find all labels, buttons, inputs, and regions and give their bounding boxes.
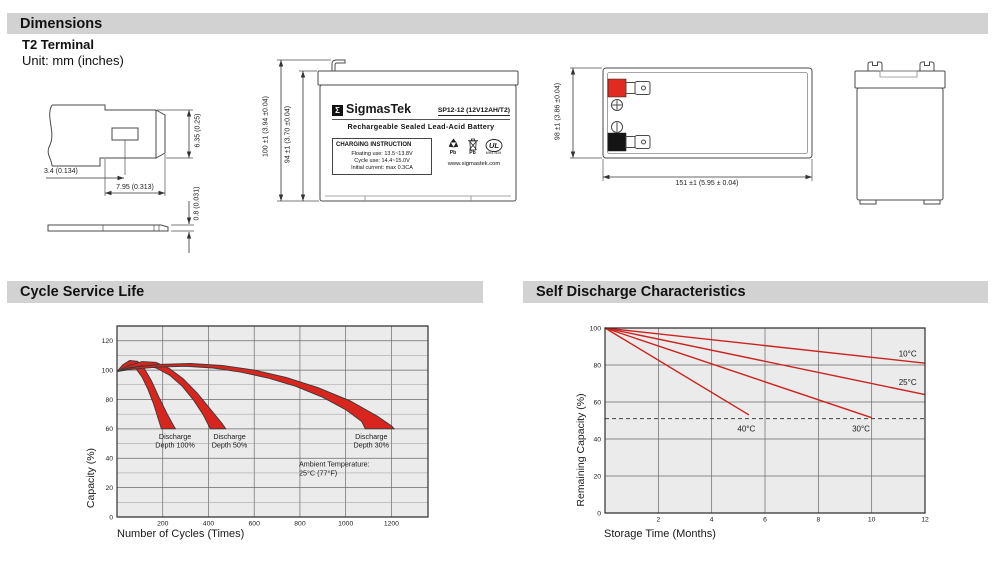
label-brand-row — [332, 103, 510, 116]
trash-pb-icon — [467, 138, 479, 151]
side-terminal-left — [868, 62, 882, 71]
terminal-tab-face — [156, 110, 165, 158]
recycle-pb-icon — [446, 138, 461, 151]
dim-hole-offset: 3.4 (0.134) — [44, 168, 78, 175]
battery-top-view — [550, 60, 840, 200]
y-tick-label: 100 — [589, 325, 601, 333]
x-tick-label: 2 — [656, 516, 661, 524]
positive-terminal-blade — [635, 82, 650, 95]
website-text: www.sigmastek.com — [447, 160, 501, 167]
brand-name: SigmasTek — [346, 102, 412, 116]
terminal-bottom-edge — [52, 158, 156, 166]
dimensions-title: Dimensions — [20, 15, 103, 32]
chart-annotation: Depth 50% — [211, 440, 248, 450]
dim-terminal-width: 7.95 (0.313) — [116, 184, 154, 191]
cycle-y-axis-label: Capacity (%) — [85, 447, 97, 509]
self-discharge-section-header — [523, 281, 988, 303]
side-terminal-right — [920, 62, 934, 71]
chart-annotation: Discharge — [213, 431, 246, 441]
x-tick-label: 800 — [294, 520, 306, 528]
model-number: SP12-12 (12V12AH/T2) — [437, 106, 510, 114]
sigmastek-logo-icon: Σ — [332, 105, 343, 116]
label-subtitle: Rechargeable Sealed Lead-Acid Battery — [332, 119, 510, 131]
self-y-axis-label: Remaining Capacity (%) — [575, 393, 587, 507]
terminal-side-profile — [48, 225, 168, 231]
terminal-type-label: T2 Terminal — [22, 37, 95, 52]
pb-label: Pb — [469, 149, 476, 156]
dim-terminal-thickness: 0.8 (0.031) — [193, 186, 201, 221]
terminal-top-edge — [52, 105, 156, 110]
plus-terminal-icon — [612, 100, 623, 111]
x-tick-label: 400 — [202, 520, 215, 528]
dim-width: 98 ±1 (3.86 ±0.04) — [554, 82, 562, 141]
positive-terminal-bracket — [626, 83, 635, 94]
cycle-title: Cycle Service Life — [20, 284, 145, 300]
charging-instruction-box — [332, 138, 432, 175]
chart-annotation: Discharge — [158, 431, 192, 441]
cycle-section-header — [7, 281, 483, 303]
dim-terminal-height: 6.35 (0.25) — [194, 113, 202, 148]
x-tick-label: 200 — [157, 520, 169, 528]
terminal-hole — [112, 128, 138, 140]
x-tick-label: 8 — [816, 516, 821, 524]
dim-case-height: 94 ±1 (3.70 ±0.04) — [284, 105, 292, 164]
temperature-label: 40°C — [737, 424, 756, 434]
terminal-detail-drawing — [30, 95, 235, 255]
pb-label: Pb — [449, 149, 457, 156]
foot-left — [860, 200, 876, 204]
side-body — [857, 88, 943, 200]
positive-blade-hole — [642, 86, 646, 90]
ul-mark-text: UL — [488, 141, 499, 151]
y-tick-label: 20 — [105, 484, 113, 492]
chart-annotation: Depth 30% — [353, 440, 390, 450]
top-view-outline — [603, 68, 812, 158]
charging-line: Floating use: 13.5~13.8V — [351, 150, 413, 157]
break-line — [48, 105, 52, 166]
terminal-tab — [332, 60, 345, 71]
lid-recess — [880, 71, 917, 77]
y-tick-label: 60 — [105, 426, 113, 434]
ul-mark-icon — [485, 139, 503, 152]
dim-length: 151 ±1 (5.95 ± 0.04) — [675, 180, 739, 187]
self-x-axis-label: Storage Time (Months) — [604, 528, 716, 540]
negative-terminal-blade — [635, 136, 650, 149]
battery-lid — [318, 71, 518, 85]
ul-file-number: MH47929 — [485, 150, 502, 155]
charging-line: Cycle use: 14.4~15.0V — [354, 157, 410, 164]
cycle-x-axis-label: Number of Cycles (Times) — [117, 528, 245, 540]
y-tick-label: 100 — [101, 367, 113, 375]
y-tick-label: 0 — [597, 510, 601, 518]
y-tick-label: 120 — [101, 337, 113, 345]
self-discharge-chart — [565, 318, 935, 550]
positive-terminal — [608, 79, 626, 97]
chart-annotation: 25°C (77°F) — [299, 468, 338, 478]
negative-terminal — [608, 133, 626, 151]
side-lid — [855, 71, 945, 88]
battery-side-view — [850, 55, 950, 207]
x-tick-label: 4 — [709, 516, 714, 524]
x-tick-label: 600 — [248, 520, 260, 528]
y-tick-label: 40 — [593, 436, 601, 444]
chart-annotation: Discharge — [355, 431, 388, 441]
self-discharge-title: Self Discharge Characteristics — [536, 284, 746, 300]
x-tick-label: 6 — [763, 516, 767, 524]
dimensions-section-header — [7, 13, 988, 34]
battery-label — [332, 103, 510, 175]
y-tick-label: 0 — [109, 514, 113, 522]
cycle-service-life-chart — [95, 318, 440, 550]
x-tick-label: 12 — [921, 516, 929, 524]
x-tick-label: 1000 — [338, 520, 354, 528]
unit-note: Unit: mm (inches) — [22, 53, 124, 68]
y-tick-label: 80 — [105, 396, 113, 404]
y-tick-label: 40 — [105, 455, 113, 463]
y-tick-label: 20 — [593, 473, 601, 481]
temperature-label: 10°C — [898, 349, 917, 359]
minus-terminal-icon — [612, 122, 623, 133]
top-view-inner-wall — [608, 73, 808, 154]
negative-blade-hole — [642, 140, 646, 144]
chart-annotation: Ambient Temperature: — [299, 459, 370, 469]
charging-title: CHARGING INSTRUCTION — [336, 141, 412, 148]
foot-right — [924, 200, 940, 204]
chart-annotation: Depth 100% — [155, 440, 195, 450]
temperature-label: 30°C — [852, 424, 870, 434]
x-tick-label: 1200 — [383, 520, 399, 528]
temperature-label: 25°C — [898, 378, 917, 388]
negative-terminal-bracket — [626, 137, 635, 148]
y-tick-label: 60 — [593, 399, 601, 407]
y-tick-label: 80 — [593, 362, 601, 370]
x-tick-label: 10 — [867, 516, 876, 524]
charging-line: Initial current: max 0.3CA — [351, 164, 413, 171]
dim-total-height: 100 ±1 (3.94 ±0.04) — [262, 96, 270, 158]
